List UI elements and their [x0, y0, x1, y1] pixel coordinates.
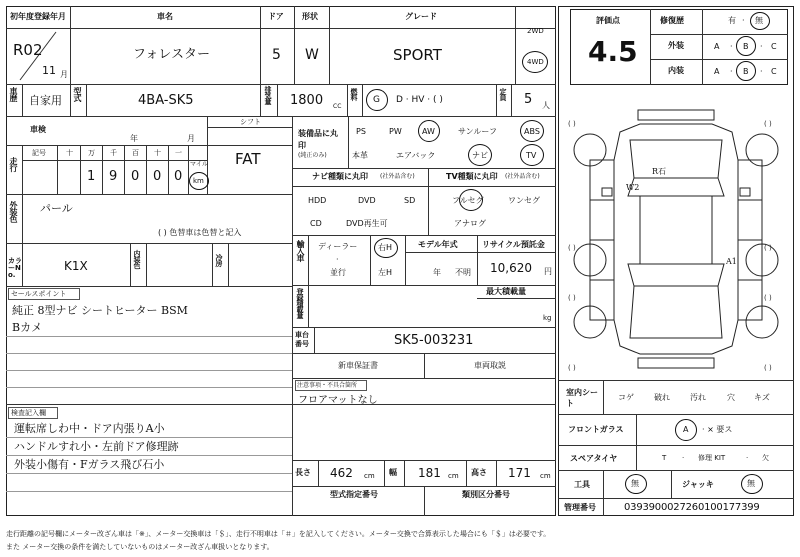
- drive-2wd: 2WD: [527, 27, 544, 35]
- import-right: 右H: [378, 243, 393, 252]
- door-label: ドア: [268, 12, 284, 21]
- tv-analog: アナログ: [454, 219, 486, 228]
- inspector-label: 検査記入欄: [11, 409, 46, 417]
- equip-leather: 本革: [352, 151, 368, 160]
- usage-label: 車歴: [9, 87, 18, 101]
- notes-value: フロアマットなし: [298, 395, 378, 406]
- recycle-label: リサイクル預託金: [482, 240, 545, 249]
- manual-label: 車両取説: [474, 361, 506, 370]
- inspection-month-unit: 月: [187, 134, 195, 143]
- usage-value: 自家用: [29, 94, 62, 107]
- grade-value: SPORT: [393, 46, 442, 64]
- recycle-yen: 円: [544, 267, 552, 276]
- width-value: 181: [418, 466, 441, 480]
- equip-sunroof: サンルーフ: [458, 127, 497, 136]
- mileage-label: 走行: [9, 157, 18, 171]
- load-label: 登録積載量: [296, 288, 304, 318]
- sales-point-label: セールスポイント: [11, 290, 67, 298]
- reg-month-value: 11: [42, 64, 56, 77]
- interior-dot1: ·: [730, 67, 733, 76]
- mgmt-number: 0393900027260100177399: [624, 502, 760, 513]
- glass-label: フロントガラス: [568, 425, 624, 434]
- svg-text:( ): ( ): [764, 294, 772, 302]
- interior-dot2: ·: [760, 67, 763, 76]
- inspector-line1: 運転席しわ中・ドア内張りA小: [14, 422, 165, 435]
- tv-title: TV種類に丸印: [446, 172, 498, 181]
- height-unit: cm: [540, 472, 551, 480]
- footer-line1: 走行距離の記号欄にメーター改ざん車は「※」、メーター交換車は「＄」、走行不明車は「＃」を記入してください。メーター交換で合算表示した場合にも「＄」は必要です。: [6, 530, 551, 538]
- tv-title-sub: (社外品含む): [505, 173, 540, 180]
- digit-label-5: 十: [154, 149, 161, 157]
- color-value: パール: [40, 202, 73, 215]
- car-name-label: 車名: [157, 12, 173, 21]
- capacity-unit: 人: [542, 101, 550, 110]
- repair-no: 無: [755, 16, 763, 25]
- navi-cd: CD: [310, 219, 322, 228]
- recycle-value: 10,620: [490, 261, 532, 275]
- repair-label: 修復歴: [660, 16, 684, 25]
- grade-label: グレード: [405, 12, 437, 21]
- shape-label: 形状: [302, 12, 318, 21]
- mile-label: マイル: [190, 161, 208, 168]
- import-left: 左H: [378, 268, 393, 277]
- interior-color-label: 内装色: [133, 250, 141, 268]
- displacement-label: 排気量: [264, 86, 272, 104]
- digit-label-0: 記号: [32, 149, 46, 157]
- shift-value: FAT: [235, 150, 261, 168]
- mileage-digit: 0: [174, 169, 183, 184]
- svg-text:( ): ( ): [568, 364, 576, 372]
- capacity-label: 定員: [499, 88, 507, 100]
- inspection-label: 車検: [30, 125, 46, 134]
- type-no-label: 型式指定番号: [330, 490, 378, 499]
- equip-abs: ABS: [524, 127, 540, 136]
- class-no-label: 類別区分番号: [462, 490, 510, 499]
- seat-hole: 穴: [727, 393, 735, 402]
- diagram-mark-w2: W2: [626, 183, 640, 192]
- sales-point-line2: Bカメ: [12, 321, 43, 334]
- svg-text:( ): ( ): [764, 120, 772, 128]
- digit-label-1: 十: [66, 149, 73, 157]
- length-label: 長さ: [295, 468, 311, 477]
- equip-aw: AW: [422, 127, 435, 136]
- width-label: 幅: [389, 468, 397, 477]
- equip-navi: ナビ: [472, 151, 488, 160]
- repaint-note: ( ) 色替車は色替と記入: [158, 228, 242, 237]
- displacement-value: 1800: [290, 93, 324, 108]
- fuel-g: G: [373, 95, 380, 105]
- import-dot: ·: [336, 255, 339, 264]
- interior-label: 内装: [668, 66, 684, 75]
- car-damage-diagram: [560, 100, 792, 376]
- jack-label: ジャッキ: [682, 480, 714, 489]
- ac-label: 冷房: [215, 254, 223, 266]
- spare-dot2: ·: [746, 454, 749, 462]
- interior-c: C: [771, 67, 777, 76]
- import-parallel: 並行: [330, 268, 346, 277]
- mileage-digit: 9: [109, 169, 118, 184]
- length-unit: cm: [364, 472, 375, 480]
- seat-label: 室内シート: [566, 388, 598, 408]
- seat-burn: コゲ: [618, 393, 634, 402]
- cc-unit: CC: [333, 103, 342, 110]
- navi-title-sub: (社外品含む): [380, 173, 415, 180]
- warranty-label: 新車保証書: [338, 361, 378, 370]
- seat-dirt: 汚れ: [690, 393, 706, 402]
- equipment-label: 装備品に丸印: [298, 129, 338, 150]
- mileage-digit: 1: [87, 169, 96, 184]
- digit-label-6: 一: [175, 149, 182, 157]
- model-year-unknown: 不明: [455, 268, 471, 277]
- shape-value: W: [305, 47, 319, 63]
- equip-pw: PW: [389, 127, 402, 136]
- svg-text:( ): ( ): [568, 120, 576, 128]
- diagram-mark-a1: A1: [726, 257, 737, 266]
- import-label: 輸入車: [296, 240, 305, 261]
- door-value: 5: [272, 47, 281, 63]
- mileage-digit: 0: [131, 169, 140, 184]
- equip-tv: TV: [526, 151, 537, 160]
- tv-oneseg: ワンセグ: [508, 196, 540, 205]
- digit-label-4: 百: [132, 149, 139, 157]
- car-name-value: フォレスター: [133, 47, 210, 62]
- model-value: 4BA-SK5: [138, 93, 194, 108]
- model-year-label: モデル年式: [418, 240, 458, 249]
- fuel-options: D · HV · ( ): [396, 95, 443, 105]
- diagram-mark-windshield: R石: [652, 167, 667, 176]
- length-value: 462: [330, 466, 353, 480]
- equip-ps: PS: [356, 127, 366, 136]
- spare-kit: 修理 KIT: [698, 454, 726, 462]
- km-label: km: [193, 177, 204, 185]
- color-label: 外装色: [9, 201, 18, 222]
- svg-text:( ): ( ): [764, 364, 772, 372]
- height-label: 高さ: [471, 468, 487, 477]
- svg-text:( ): ( ): [764, 244, 772, 252]
- import-dealer: ディーラー: [318, 242, 358, 251]
- chassis-value: SK5-003231: [394, 333, 474, 348]
- color-no-value: K1X: [64, 259, 88, 273]
- glass-a: A: [683, 425, 689, 434]
- seat-tear: 破れ: [654, 393, 670, 402]
- digit-label-3: 千: [110, 149, 117, 157]
- exterior-dot2: ·: [760, 42, 763, 51]
- navi-dvd-play: DVD再生可: [346, 219, 388, 228]
- fuel-label: 燃料: [350, 88, 358, 100]
- interior-a: A: [714, 67, 720, 76]
- inspector-line2: ハンドルすれ小・左前ドア修理跡: [14, 440, 179, 453]
- load-kg: kg: [543, 314, 552, 322]
- sales-point-line1: 純正 8型ナビ シートヒーター BSM: [12, 304, 188, 317]
- spare-dot1: ·: [682, 454, 685, 462]
- reg-year-label: 初年度登録年月: [10, 12, 66, 21]
- spare-missing: 欠: [762, 454, 769, 462]
- reg-month-unit: 月: [60, 70, 68, 79]
- rating-label: 評価点: [596, 16, 620, 25]
- jack-value: 無: [747, 479, 755, 488]
- mileage-digit: 0: [153, 169, 162, 184]
- navi-sd: SD: [404, 196, 416, 205]
- interior-b: B: [743, 67, 749, 76]
- inspector-line3: 外装小傷有・Fガラス飛び石小: [14, 458, 165, 471]
- shift-label: シフト: [240, 118, 261, 126]
- svg-text:( ): ( ): [568, 294, 576, 302]
- exterior-c: C: [771, 42, 777, 51]
- exterior-a: A: [714, 42, 720, 51]
- mgmt-label: 管理番号: [564, 503, 596, 512]
- chassis-label: 車台番号: [295, 331, 309, 348]
- drive-4wd: 4WD: [527, 58, 544, 66]
- spare-t: T: [662, 454, 667, 462]
- tv-fullseg: フルセグ: [452, 196, 484, 205]
- svg-text:( ): ( ): [568, 244, 576, 252]
- repair-dot: ·: [742, 16, 745, 25]
- rating-score: 4.5: [588, 35, 638, 68]
- spare-label: スペアタイヤ: [570, 454, 618, 463]
- color-no-label: カラーNo.: [8, 257, 22, 279]
- capacity-value: 5: [524, 92, 533, 107]
- model-year-unit: 年: [433, 268, 441, 277]
- equipment-sublabel: (純正のみ): [298, 152, 327, 159]
- height-value: 171: [508, 466, 531, 480]
- model-label: 型式: [73, 87, 82, 101]
- equip-airbag: エアバック: [396, 151, 436, 160]
- exterior-label: 外装: [668, 41, 684, 50]
- navi-hdd: HDD: [308, 196, 327, 205]
- max-load-label: 最大積載量: [486, 287, 526, 296]
- digit-label-2: 万: [88, 149, 95, 157]
- notes-label: 注意事項・不具合箇所: [297, 382, 358, 389]
- exterior-b: B: [743, 42, 749, 51]
- seat-scratch: キズ: [754, 393, 770, 402]
- glass-options: · × 要ス: [702, 425, 733, 434]
- exterior-dot1: ·: [730, 42, 733, 51]
- tools-value: 無: [631, 479, 639, 488]
- reg-year-value: R02: [13, 41, 43, 59]
- repair-yes: 有: [728, 16, 736, 25]
- tools-label: 工具: [574, 480, 590, 489]
- navi-dvd: DVD: [358, 196, 376, 205]
- inspection-year-unit: 年: [130, 134, 138, 143]
- footer-line2: また メーター交換の条件を満たしていないものはメーター改ざん車扱いとなります。: [6, 543, 274, 551]
- navi-title: ナビ種類に丸印: [312, 172, 368, 181]
- width-unit: cm: [448, 472, 459, 480]
